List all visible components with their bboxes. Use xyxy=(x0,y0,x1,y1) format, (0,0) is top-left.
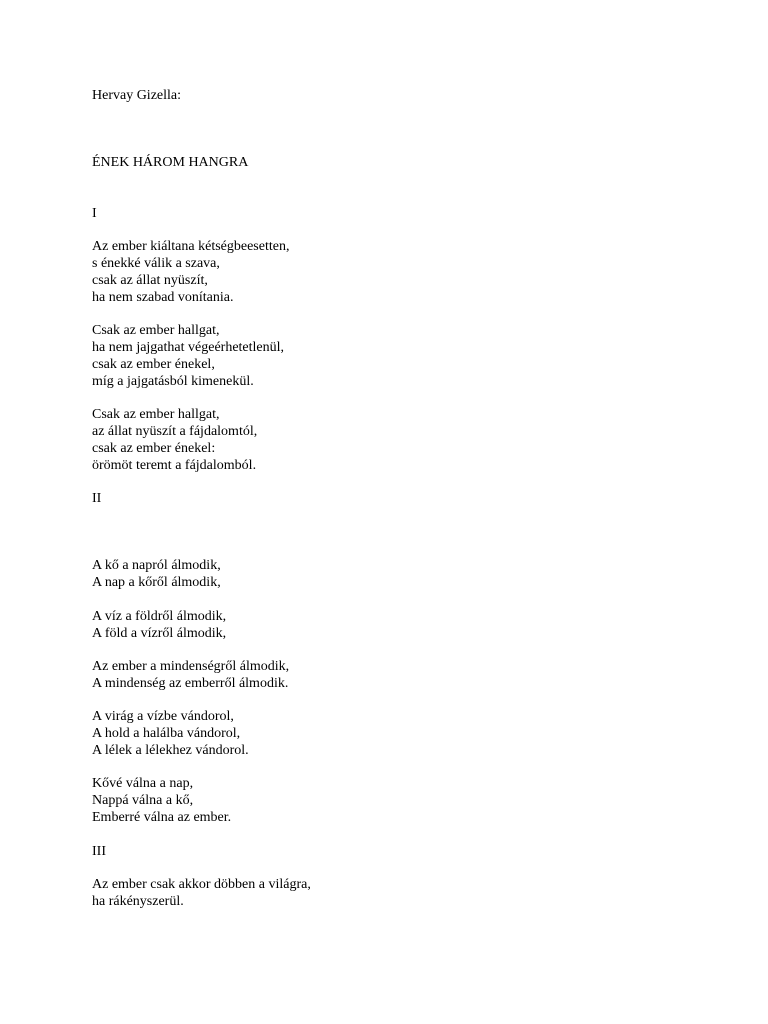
verse-line: Nappá válna a kő, xyxy=(92,793,194,808)
verse-line: Kővé válna a nap, xyxy=(92,776,194,791)
verse-line: Az ember a mindenségről álmodik, xyxy=(92,659,290,674)
verse-line: A víz a földről álmodik, xyxy=(92,609,227,624)
verse-line: A hold a halálba vándorol, xyxy=(92,726,241,741)
verse-line: A mindenség az emberről álmodik. xyxy=(92,676,289,691)
verse-line: Emberré válna az ember. xyxy=(92,810,232,825)
section-numeral: I xyxy=(92,206,97,221)
author-line: Hervay Gizella: xyxy=(92,88,182,103)
verse-line: ha nem jajgathat végeérhetetlenül, xyxy=(92,340,285,355)
verse-line: s énekké válik a szava, xyxy=(92,256,220,271)
verse-line: örömöt teremt a fájdalomból. xyxy=(92,458,257,473)
verse-line: A föld a vízről álmodik, xyxy=(92,626,227,641)
section-numeral: III xyxy=(92,844,106,859)
verse-line: ha nem szabad vonítania. xyxy=(92,290,234,305)
verse-line: Csak az ember hallgat, xyxy=(92,323,220,338)
verse-line: A nap a kőről álmodik, xyxy=(92,575,221,590)
verse-line: Csak az ember hallgat, xyxy=(92,407,220,422)
verse-line: A lélek a lélekhez vándorol. xyxy=(92,743,249,758)
verse-line: Az ember csak akkor döbben a világra, xyxy=(92,877,311,892)
verse-line: csak az ember énekel, xyxy=(92,357,215,372)
verse-line: ha rákényszerül. xyxy=(92,894,184,909)
verse-line: A kő a napról álmodik, xyxy=(92,558,221,573)
verse-line: az állat nyüszít a fájdalomtól, xyxy=(92,424,258,439)
verse-line: Az ember kiáltana kétségbeesetten, xyxy=(92,239,290,254)
poem-title: ÉNEK HÁROM HANGRA xyxy=(92,155,249,170)
verse-line: csak az állat nyüszít, xyxy=(92,273,208,288)
verse-line: csak az ember énekel: xyxy=(92,441,216,456)
verse-line: A virág a vízbe vándorol, xyxy=(92,709,234,724)
section-numeral: II xyxy=(92,491,102,506)
verse-line: míg a jajgatásból kimenekül. xyxy=(92,374,254,389)
